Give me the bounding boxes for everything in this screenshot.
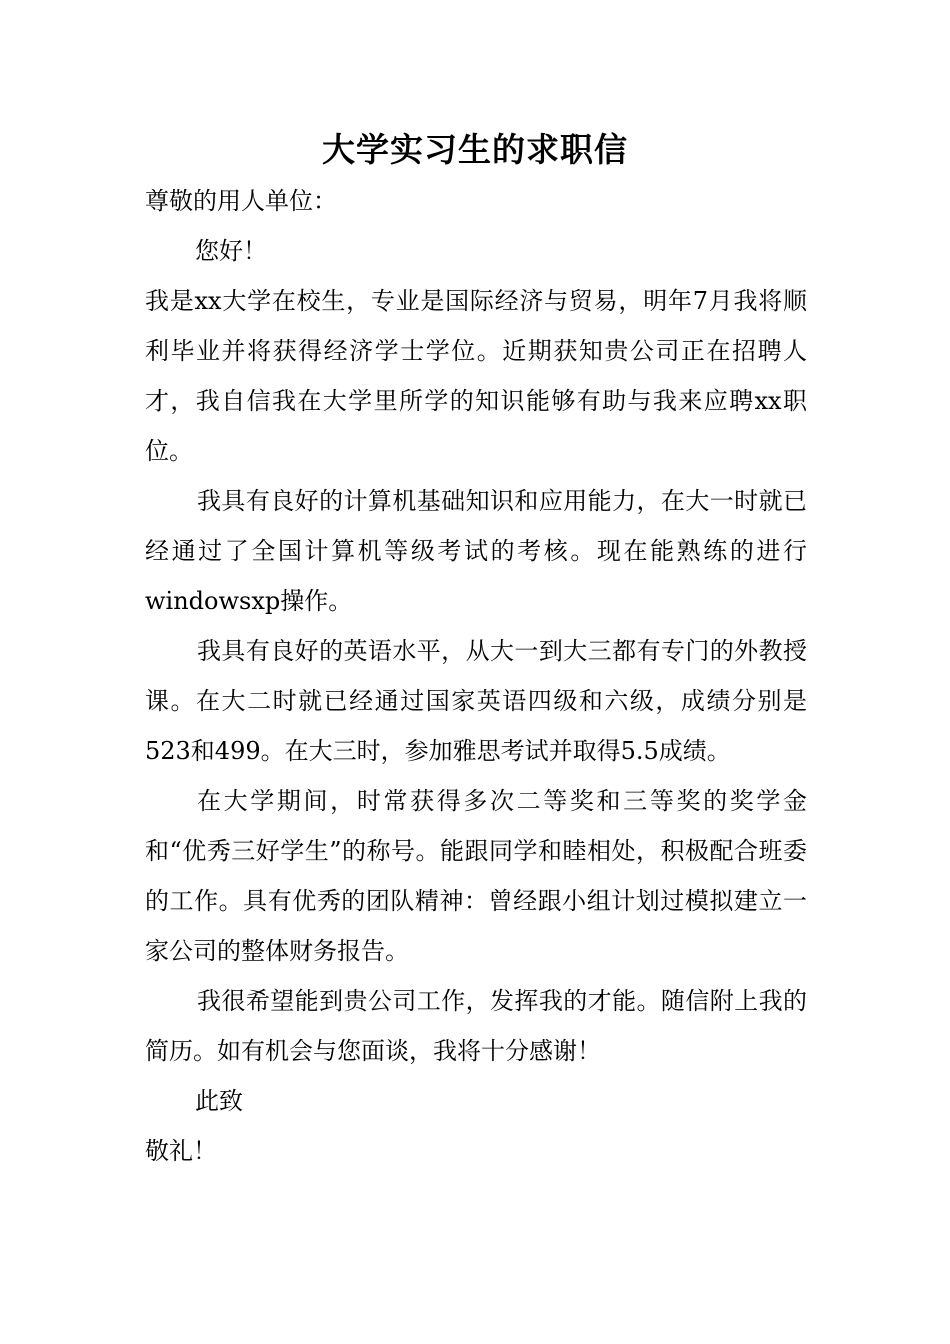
paragraph-intro: 我是xx大学在校生，专业是国际经济与贸易，明年7月我将顺利毕业并将获得经济学士学位。近期获知贵公司正在招聘人才，我自信我在大学里所学的知识能够有助与我来应聘xx职位。 (145, 287, 807, 465)
regards: 敬礼！ (145, 1137, 217, 1165)
greeting: 您好！ (195, 237, 267, 265)
paragraph-computer-skills: 我具有良好的计算机基础知识和应用能力，在大一时就已经通过了全国计算机等级考试的考核。现在能熟练的进行windowsxp操作。 (145, 487, 807, 615)
paragraph-english-skills: 我具有良好的英语水平，从大一到大三都有专门的外教授课。在大二时就已经通过国家英语四级和六级，成绩分别是523和499。在大三时，参加雅思考试并取得5.5成绩。 (145, 637, 807, 765)
document-title: 大学实习生的求职信 (322, 130, 628, 169)
closing-phrase: 此致 (195, 1087, 243, 1115)
letter-body (145, 176, 807, 1176)
paragraph-closing-request: 我很希望能到贵公司工作，发挥我的才能。随信附上我的简历。如有机会与您面谈，我将十分感谢！ (145, 987, 807, 1065)
paragraph-awards: 在大学期间，时常获得多次二等奖和三等奖的奖学金和“优秀三好学生”的称号。能跟同学和睦相处，积极配合班委的工作。具有优秀的团队精神：曾经跟小组计划过模拟建立一家公司的整体财务报告。 (145, 787, 807, 965)
salutation: 尊敬的用人单位： (145, 187, 337, 215)
